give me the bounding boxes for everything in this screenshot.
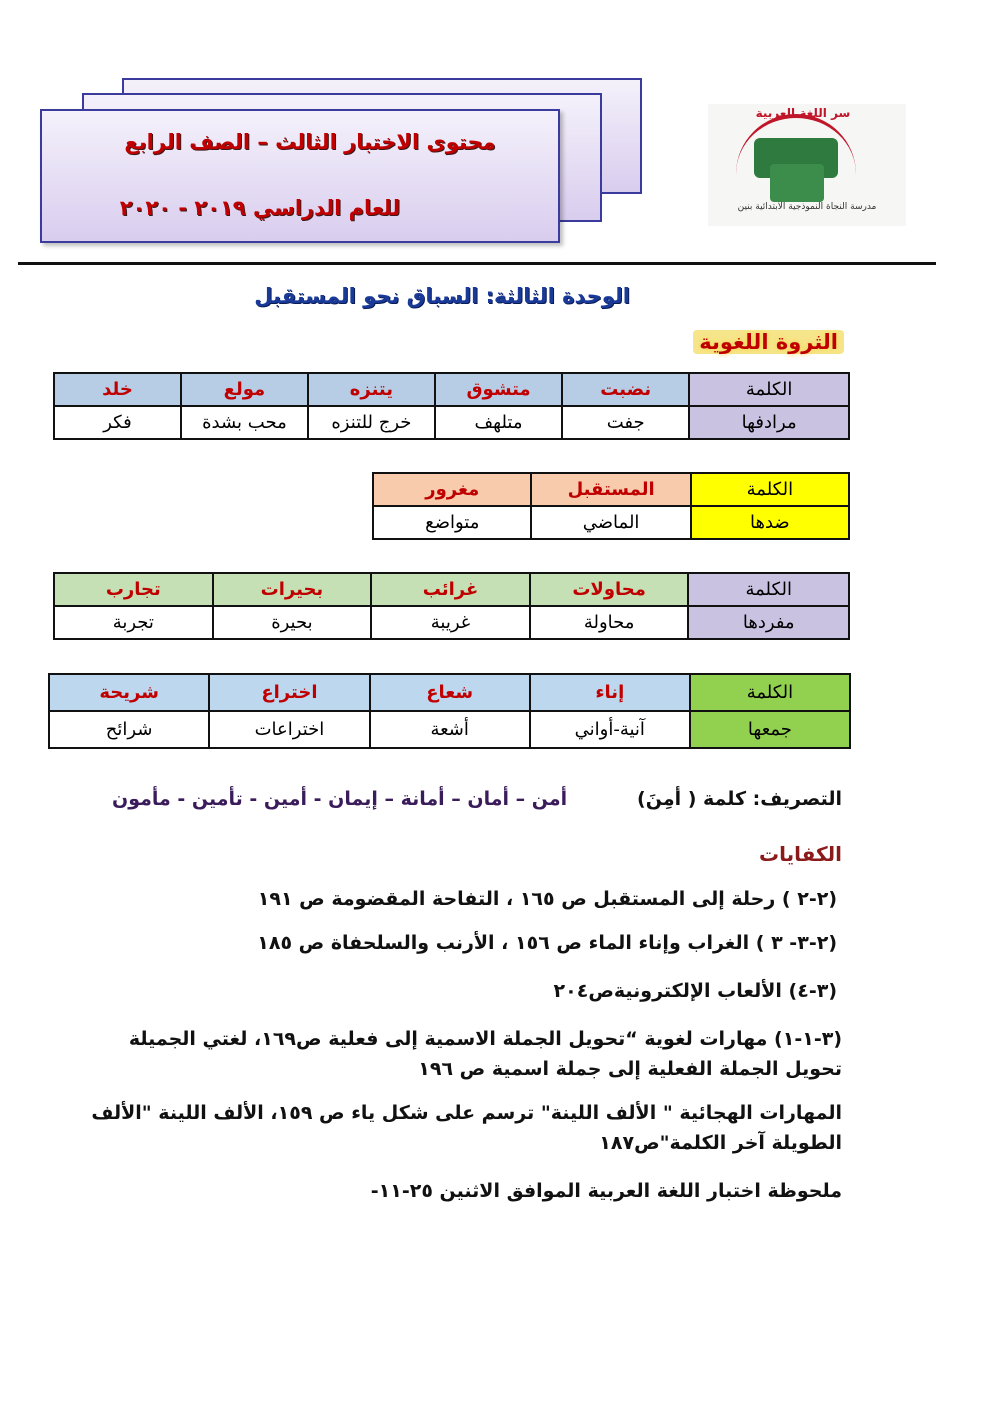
competencies-title: الكفايات [758, 842, 842, 866]
table-cell: اختراعات [209, 711, 369, 748]
table-cell: مرادفها [689, 406, 849, 439]
exam-date-note: ملحوظة اختبار اللغة العربية الموافق الاثنين ٢٥-١١- [370, 1180, 842, 1202]
table-row [373, 473, 849, 506]
table-cell: بحيرات [213, 573, 372, 606]
spelling-skills-note: المهارات الهجائية " الألف اللينة" ترسم على شكل ياء ص ١٥٩، الألف اللينة "الألف الطويلة آخر الكلمة"ص١٨٧ [91, 1102, 842, 1154]
conjugation-label: التصريف: كلمة ( أمِنَ) [637, 788, 842, 810]
table-row [54, 606, 849, 639]
school-logo [708, 104, 906, 226]
table-cell: المستقبل [531, 473, 690, 506]
table-row [373, 506, 849, 539]
table-row [49, 674, 850, 711]
table-cell: الكلمة [690, 674, 850, 711]
conjugation-words: أمن – أمان – أمانة – إيمان - أمين - تأمين - مأمون [112, 788, 568, 810]
table-cell: إناء [530, 674, 690, 711]
table-cell: أشعة [370, 711, 530, 748]
table-cell: محاولة [530, 606, 689, 639]
logo-book-base [770, 164, 824, 202]
table-row [54, 373, 849, 406]
antonyms-table [372, 472, 850, 540]
table-cell: الكلمة [691, 473, 849, 506]
table-cell: الكلمة [688, 573, 849, 606]
table-cell: بحيرة [213, 606, 372, 639]
plurals-table [48, 673, 851, 749]
table-cell: مغرور [373, 473, 531, 506]
table-cell: آنية-أواني [530, 711, 690, 748]
table-cell: شريحة [49, 674, 209, 711]
table-cell: تجربة [54, 606, 213, 639]
competency-item: (٣-٤) الألعاب الإلكترونيةص٢٠٤ [553, 980, 837, 1002]
table-cell: نضبت [562, 373, 689, 406]
header-divider [18, 262, 936, 265]
table-cell: فكر [54, 406, 181, 439]
table-cell: متواضع [373, 506, 531, 539]
header-title: محتوى الاختبار الثالث – الصف الرابع [124, 130, 496, 154]
table-cell: اختراع [209, 674, 369, 711]
unit-title: الوحدة الثالثة: السباق نحو المستقبل [254, 284, 630, 308]
table-cell: متشوق [435, 373, 562, 406]
table-cell: غريبة [371, 606, 530, 639]
table-cell: متلهف [435, 406, 562, 439]
competency-item: (٢-٢ ) رحلة إلى المستقبل ص ١٦٥ ، التفاحة المقضومة ص ١٩١ [257, 888, 837, 910]
table-cell: الماضي [531, 506, 690, 539]
table-cell: جمعها [690, 711, 850, 748]
table-cell: الكلمة [689, 373, 849, 406]
logo-caption: مدرسة النجاة النموذجية الابتدائية بنين [737, 202, 877, 212]
synonyms-table [53, 372, 850, 440]
table-cell: محاولات [530, 573, 689, 606]
table-cell: مولع [181, 373, 308, 406]
header-year: للعام الدراسي ٢٠١٩ - ٢٠٢٠ [119, 196, 401, 220]
competency-item: (٢-٣- ٣ ) الغراب وإناء الماء ص ١٥٦ ، الأرنب والسلحفاة ص ١٨٥ [257, 932, 837, 954]
table-cell: خلد [54, 373, 181, 406]
section-title-wealth: الثروة اللغوية [693, 330, 844, 354]
table-row [49, 711, 850, 748]
table-cell: مفردها [688, 606, 849, 639]
competency-item: (٣-١-١) مهارات لغوية “تحويل الجملة الاسمية إلى فعلية ص١٦٩، لغتي الجميلة تحويل الجملة الفعلية إلى جملة اسمية ص ١٩٦ [128, 1028, 842, 1080]
table-cell: تجارب [54, 573, 213, 606]
table-cell: محب بشدة [181, 406, 308, 439]
table-row [54, 406, 849, 439]
table-cell: غرائب [371, 573, 530, 606]
table-cell: ضدها [691, 506, 849, 539]
table-cell: يتنزه [308, 373, 435, 406]
table-cell: جفت [562, 406, 689, 439]
logo-top-text: سر اللغة العربية [755, 106, 851, 120]
table-cell: خرج للتنزه [308, 406, 435, 439]
table-row [54, 573, 849, 606]
singulars-table [53, 572, 850, 640]
table-cell: شعاع [370, 674, 530, 711]
table-cell: شرائح [49, 711, 209, 748]
